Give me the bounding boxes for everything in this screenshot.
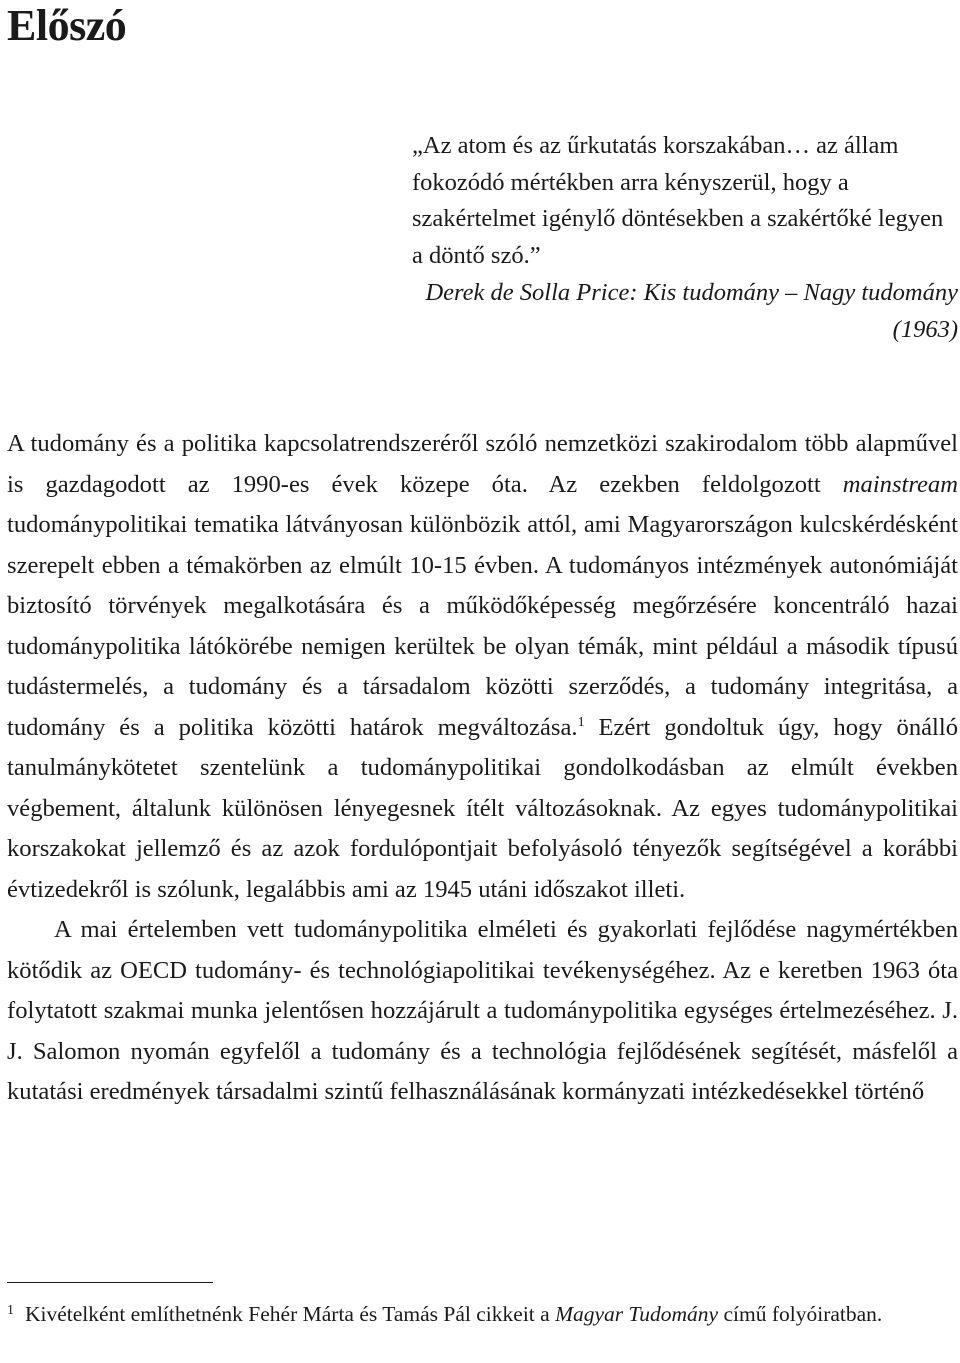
body-paragraph-1	[7, 424, 958, 910]
footnote: 1 Kivételként említhetnénk Fehér Márta és Tamás Pál cikkeit a Magyar Tudomány című folyóiratban.	[7, 1302, 883, 1326]
epigraph	[412, 128, 958, 348]
body-paragraph-1-part-2: tudománypolitikai tematika látványosan különbözik attól, ami Magyarországon kulcskérdésként szerepelt ebben a témakörben az elmúlt 10-15 évben. A tudományos intézmények autonómiáját biztosító törvények megalkotására és a működőképesség megőrzésére koncentráló hazai tudománypolitika látókörébe nemigen kerültek be olyan témák, mint például a második típusú tudástermelés, a tudomány és a társadalom közötti szerződés, a tudomány integritása, a tudomány és a politika közötti határok megváltozása.	[7, 511, 958, 741]
body-paragraph-2: A mai értelemben vett tudománypolitika elméleti és gyakorlati fejlődése nagymértékben kötődik az OECD tudomány- és technológiapolitikai tevékenységéhez. Az e keretben 1963 óta folytatott szakmai munka jelentősen hozzájárult a tudománypolitika egységes értelmezéséhez. J. J. Salomon nyomán egyfelől a tudomány és a technológia fejlődésének segítését, másfelől a kutatási eredmények társadalmi szintű felhasználásának kormányzati intézkedésekkel történő	[7, 916, 958, 1105]
footnote-reference[interactable]: 1	[577, 714, 585, 730]
footnote-text-part-2: című folyóiratban.	[718, 1302, 883, 1326]
footnote-divider	[7, 1282, 213, 1283]
italic-journal-title: Magyar Tudomány	[555, 1302, 719, 1326]
body-paragraph-1-part-3: Ezért gondoltuk úgy, hogy önálló tanulmánykötetet szentelünk a tudománypolitikai gondolkodásban az elmúlt években végbement, általunk különösen lényegesnek ítélt változásoknak. Az egyes tudománypolitikai korszakokat jellemző és az azok fordulópontjait befolyásoló tényezők segítségével a korábbi évtizedekről is szólunk, legalábbis ami az 1945 utáni időszakot illeti.	[7, 713, 958, 903]
footnote-text-part-1: Kivételként említhetnénk Fehér Márta és Tamás Pál cikkeit a	[25, 1302, 556, 1326]
epigraph-source: Derek de Solla Price: Kis tudomány – Nagy tudomány (1963)	[425, 278, 958, 343]
body-paragraph-1-part-1: A tudomány és a politika kapcsolatrendszeréről szóló nemzetközi szakirodalom több alapművel is gazdagodott az 1990-es évek közepe óta. Az ezekben feldolgozott	[7, 430, 958, 498]
italic-term-mainstream: mainstream	[842, 470, 958, 498]
epigraph-quote: „Az atom és az űrkutatás korszakában… az állam fokozódó mértékben arra kényszerül, hogy a szakértelmet igénylő döntésekben a szakértőké legyen a döntő szó.”	[412, 132, 944, 270]
body-text	[7, 424, 958, 1113]
page-title: Előszó	[7, 1, 127, 50]
